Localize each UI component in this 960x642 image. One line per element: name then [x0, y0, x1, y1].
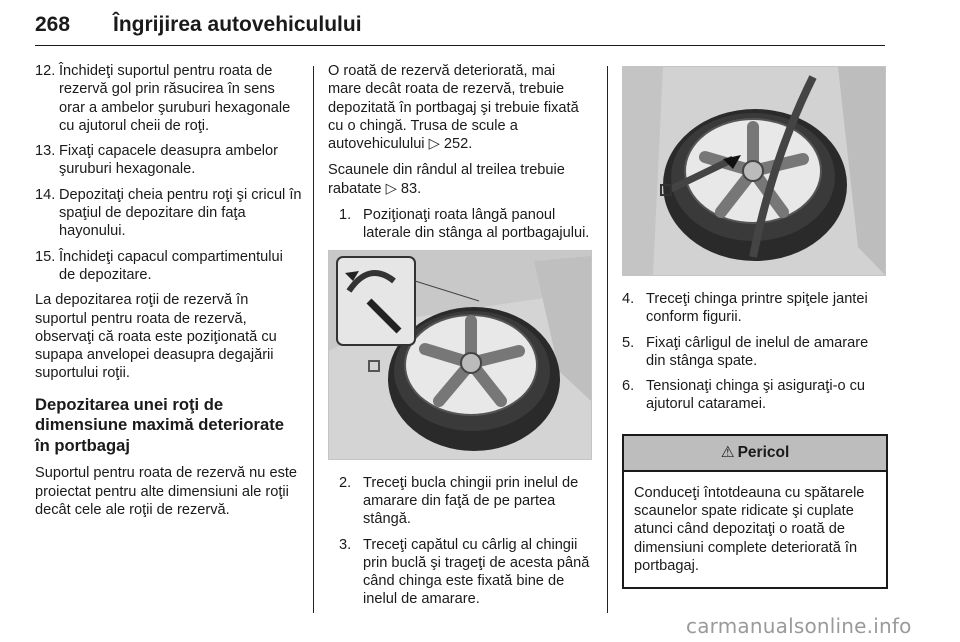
column-divider — [607, 66, 608, 613]
list-item: 4. Treceţi chinga printre spiţele jantei conform figurii. — [622, 291, 868, 326]
figure-wheel-in-trunk — [328, 250, 592, 460]
steps-list — [35, 62, 303, 284]
list-item: 2. Treceţi bucla chingii prin inelul de amarare din faţă de pe partea stângă. — [339, 474, 579, 528]
list-item: 12. Închideţi suportul pentru roata de rezervă gol prin răsucirea în sens orar a ambelor şuruburi hexagonale cu ajutorul cheii de roţi. — [35, 63, 291, 134]
paragraph: Scaunele din rândul al treilea trebuie rabatate ▷ 83. — [328, 162, 565, 197]
list-item: 14. Depozitaţi cheia pentru roţi şi cricul în spaţiul de depozitare din faţa hayonului. — [35, 186, 302, 240]
list-item: 3. Treceţi capătul cu cârlig al chingii prin buclă şi trageţi de acesta până când chinga este fixată bine de inelul de amarare. — [339, 536, 590, 608]
steps-list — [328, 206, 591, 243]
reference-arrow-icon: ▷ — [385, 180, 397, 197]
list-item: 1. Poziţionaţi roata lângă panoul laterale din stânga al portbagajului. — [339, 207, 590, 242]
steps-list — [328, 474, 591, 609]
warning-box — [622, 434, 888, 589]
intro-paragraph: Suportul pentru roata de rezervă nu este proiectat pentru alte dimensiuni ale roţii decât cele ale roţii de rezervă. — [35, 465, 298, 518]
warning-body: Conduceţi întotdeauna cu spătarele scaunelor spate ridicate şi cuplate atunci când depozitaţi o roată de dimensiuni complete deteriorată în portbagaj. — [634, 484, 865, 574]
page-header — [35, 9, 885, 46]
list-item: 13. Fixaţi capacele deasupra ambelor şuruburi hexagonale. — [35, 143, 279, 178]
list-item: 15. Închideţi capacul compartimentului de depozitare. — [35, 248, 283, 283]
column-2 — [328, 62, 591, 616]
column-1 — [35, 62, 303, 527]
chapter-title: Îngrijirea autovehiculului — [113, 13, 362, 36]
paragraph: O roată de rezervă deteriorată, mai mare decât roata de rezervă, trebuie depozitată în portbagaj şi trebuie fixată cu o chingă. Trusa de scule a autovehiculului ▷ 252. — [328, 63, 579, 153]
section-heading: Depozitarea unei roţi de dimensiune maximă deteriorate în portbagaj — [35, 394, 284, 455]
page-reference[interactable]: 252 — [443, 136, 469, 153]
steps-list — [622, 290, 886, 414]
page-reference[interactable]: 83 — [400, 180, 418, 197]
list-item: 6. Tensionaţi chinga şi asiguraţi-o cu ajutorul cataramei. — [622, 378, 866, 413]
column-divider — [313, 66, 314, 613]
watermark: carmanualsonline.info — [686, 614, 912, 638]
list-item: 5. Fixaţi cârligul de inelul de amarare din stânga spate. — [622, 334, 869, 369]
note-paragraph: La depozitarea roţii de rezervă în suportul pentru roata de rezervă, observaţi că roata este poziţionată cu supapa anvelopei deasupra degajării suportului roţii. — [35, 292, 277, 382]
figure-strap-through-spokes — [622, 66, 886, 276]
column-3 — [622, 62, 886, 589]
warning-header — [624, 436, 886, 472]
warning-title: Pericol — [737, 443, 790, 461]
warning-triangle-icon: ⚠ — [720, 443, 735, 461]
page-number: 268 — [35, 13, 71, 36]
reference-arrow-icon: ▷ — [428, 136, 440, 153]
